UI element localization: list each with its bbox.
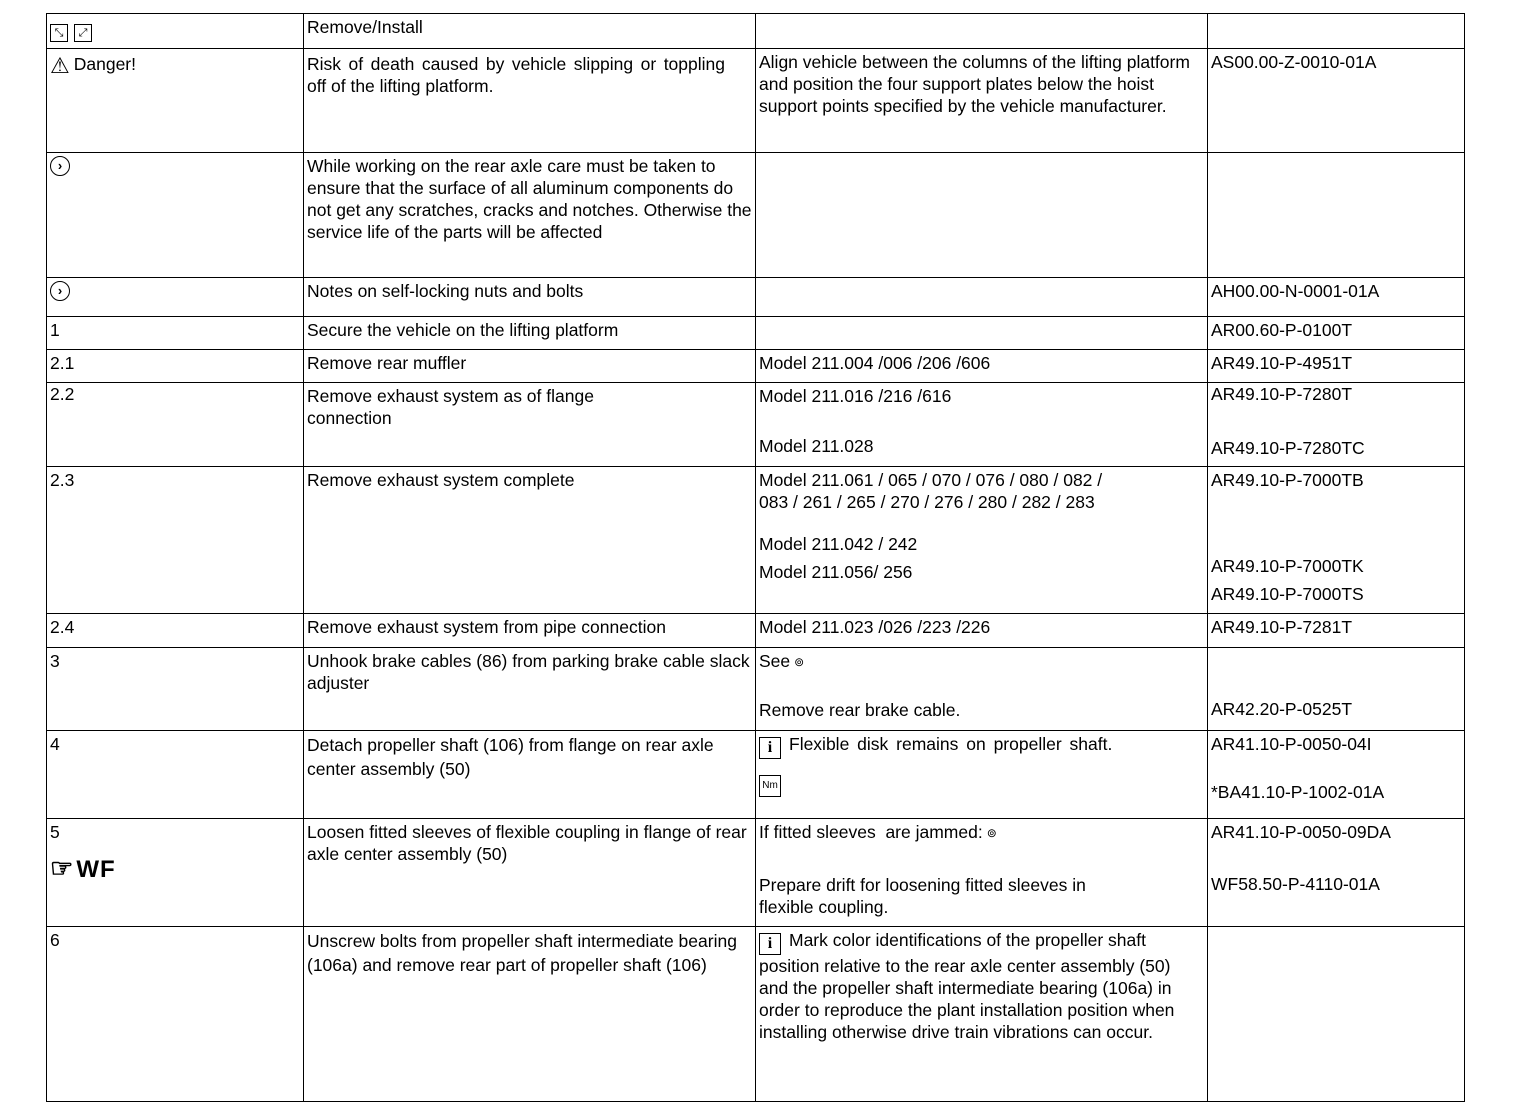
step-model: Model 211.028 bbox=[759, 436, 874, 456]
step-text: Loosen fitted sleeves of flexible coupling in flange of rear axle center assembly (50) bbox=[304, 819, 756, 927]
step-code[interactable]: AR49.10-P-4951T bbox=[1208, 350, 1465, 383]
info-text: Flexible disk remains on propeller shaft. bbox=[789, 734, 1113, 754]
table-row bbox=[47, 614, 1465, 648]
step-number: 3 bbox=[47, 648, 304, 731]
step-code[interactable]: AR42.20-P-0525T bbox=[1211, 699, 1353, 719]
step-model: Model 211.004 /006 /206 /606 bbox=[756, 350, 1208, 383]
step-code[interactable]: WF58.50-P-4110-01A bbox=[1211, 874, 1380, 894]
step-number: 2.3 bbox=[47, 467, 304, 614]
step-number: 2.1 bbox=[47, 350, 304, 383]
step-number: 5 bbox=[50, 822, 60, 842]
step-number: 2.2 bbox=[47, 383, 304, 467]
table-row bbox=[47, 278, 1465, 317]
pointing-hand-icon: ☞ bbox=[50, 853, 75, 883]
table-row bbox=[47, 819, 1465, 927]
expand-icon[interactable]: ⤡ bbox=[50, 24, 68, 42]
step-text: Remove exhaust system as of flange connection bbox=[304, 383, 756, 467]
step-condition: If fitted sleeves are jammed: bbox=[759, 822, 983, 842]
info-text: Mark color identifications of the propeller shaft position relative to the rear axle center assembly (50) and the propeller shaft intermediate bearing (106a) in order to reproduce the plant installation position when installing otherwise drive train vibrations can occur. bbox=[759, 930, 1175, 1042]
step-number: 4 bbox=[47, 731, 304, 819]
collapse-icon[interactable]: ⤢ bbox=[74, 24, 92, 42]
danger-code[interactable]: AS00.00-Z-0010-01A bbox=[1208, 49, 1465, 153]
step-text: Unscrew bolts from propeller shaft intermediate bearing (106a) and remove rear part of propeller shaft (106) bbox=[304, 927, 756, 1102]
step-model: Model 211.061 / 065 / 070 / 076 / 080 / 082 / 083 / 261 / 265 / 270 / 276 / 280 / 282 / 283 bbox=[759, 470, 1103, 512]
step-code[interactable]: AR49.10-P-7000TB bbox=[1211, 470, 1364, 490]
step-code[interactable]: AR41.10-P-0050-04I bbox=[1211, 734, 1372, 754]
step-model: Model 211.056/ 256 bbox=[759, 562, 913, 582]
step-subtext: Remove rear brake cable. bbox=[759, 700, 961, 721]
section-title: Remove/Install bbox=[304, 14, 756, 49]
table-row bbox=[47, 648, 1465, 731]
danger-text: Risk of death caused by vehicle slipping or toppling off of the lifting platform. bbox=[304, 49, 756, 153]
step-code[interactable]: *BA41.10-P-1002-01A bbox=[1211, 782, 1385, 802]
step-code[interactable]: AR49.10-P-7281T bbox=[1208, 614, 1465, 648]
step-model: Model 211.042 / 242 bbox=[759, 534, 918, 554]
step-model: Model 211.023 /026 /223 /226 bbox=[756, 614, 1208, 648]
step-code[interactable]: AR49.10-P-7000TS bbox=[1211, 584, 1364, 604]
danger-label: Danger! bbox=[73, 54, 136, 74]
reference-icon[interactable]: ⊚ bbox=[986, 826, 997, 841]
step-code[interactable]: AR00.60-P-0100T bbox=[1208, 317, 1465, 350]
table-row bbox=[47, 731, 1465, 819]
torque-nm-icon[interactable]: Nm bbox=[759, 775, 781, 797]
note-text: Notes on self-locking nuts and bolts bbox=[304, 278, 756, 317]
step-text: Secure the vehicle on the lifting platform bbox=[304, 317, 756, 350]
step-text: Remove rear muffler bbox=[304, 350, 756, 383]
step-text: Remove exhaust system from pipe connection bbox=[304, 614, 756, 648]
step-number: 1 bbox=[47, 317, 304, 350]
step-code[interactable]: AR49.10-P-7000TK bbox=[1211, 556, 1364, 576]
step-text: Unhook brake cables (86) from parking brake cable slack adjuster bbox=[304, 648, 756, 731]
step-number: 2.4 bbox=[47, 614, 304, 648]
info-icon: i bbox=[759, 933, 781, 955]
see-label: See bbox=[759, 651, 791, 671]
table-row bbox=[47, 49, 1465, 153]
step-code[interactable]: AR49.10-P-7280T bbox=[1211, 384, 1353, 404]
warning-triangle-icon: ⚠ bbox=[50, 53, 70, 78]
note-code[interactable]: AH00.00-N-0001-01A bbox=[1208, 278, 1465, 317]
table-row bbox=[47, 317, 1465, 350]
step-model: Model 211.016 /216 /616 bbox=[759, 386, 952, 406]
table-row bbox=[47, 467, 1465, 614]
table-row bbox=[47, 383, 1465, 467]
danger-cell bbox=[47, 49, 304, 153]
procedure-table bbox=[46, 13, 1465, 1102]
table-row bbox=[47, 14, 1465, 49]
danger-instruction: Align vehicle between the columns of the lifting platform and position the four support plates below the hoist support points specified by the vehicle manufacturer. bbox=[756, 49, 1208, 153]
step-subtext: Prepare drift for loosening fitted sleeves in flexible coupling. bbox=[759, 875, 1086, 918]
table-row bbox=[47, 927, 1465, 1102]
table-row bbox=[47, 153, 1465, 278]
step-text: Remove exhaust system complete bbox=[304, 467, 756, 614]
step-text: Detach propeller shaft (106) from flange on rear axle center assembly (50) bbox=[304, 731, 756, 819]
info-icon: i bbox=[759, 737, 781, 759]
step-code[interactable]: AR41.10-P-0050-09DA bbox=[1211, 822, 1391, 842]
note-arrow-icon: › bbox=[50, 281, 70, 301]
workshop-equipment-badge[interactable]: ☞WF bbox=[50, 853, 116, 883]
table-row bbox=[47, 350, 1465, 383]
step-code[interactable]: AR49.10-P-7280TC bbox=[1211, 438, 1365, 458]
note-text: While working on the rear axle care must be taken to ensure that the surface of all aluminum components do not get any scratches, cracks and notches. Otherwise the service life of the parts will be affected bbox=[304, 153, 756, 278]
header-icons-cell bbox=[47, 14, 304, 49]
step-number: 6 bbox=[47, 927, 304, 1102]
reference-icon[interactable]: ⊚ bbox=[794, 655, 805, 670]
note-arrow-icon: › bbox=[50, 156, 70, 176]
